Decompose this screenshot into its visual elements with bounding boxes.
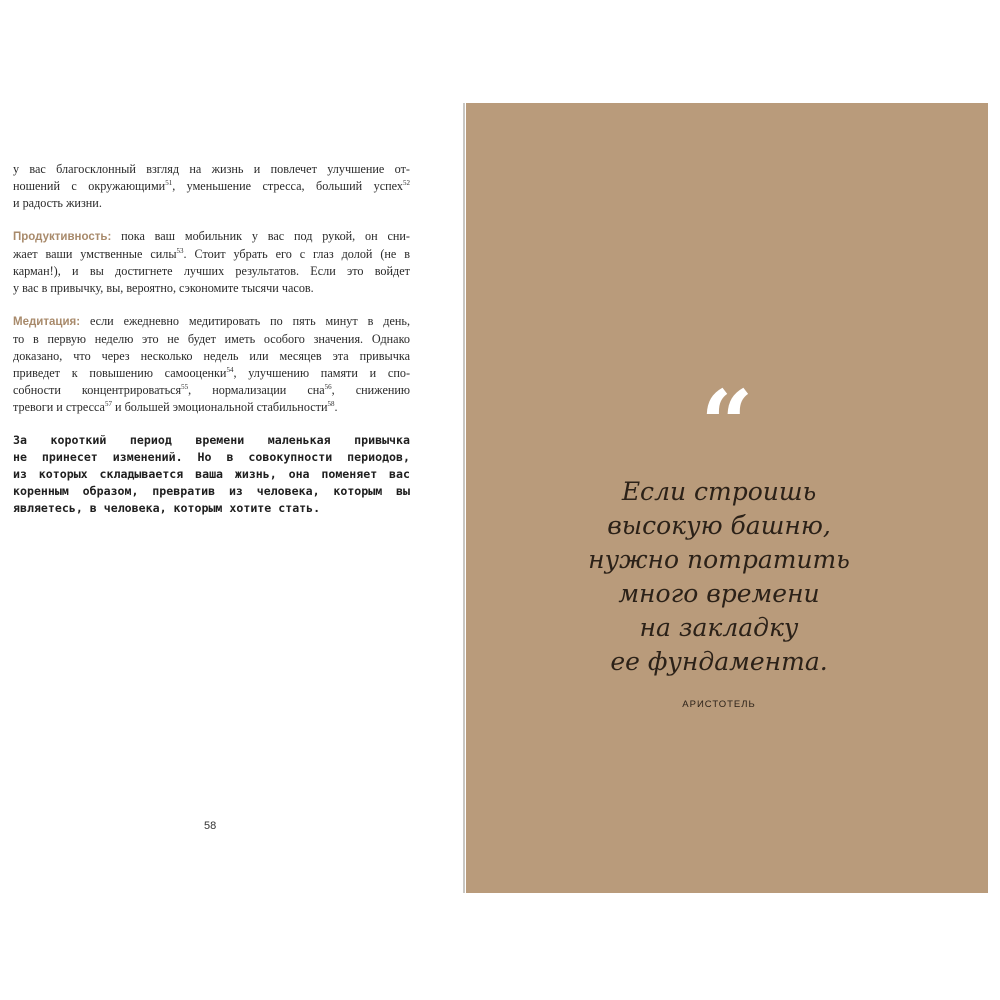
text-fragment: тревоги и стресса	[13, 400, 105, 414]
quote-line: нужно потратить	[588, 545, 850, 574]
quote-line: много времени	[618, 579, 820, 608]
text-fragment: жает ваши умственные силы	[13, 247, 177, 261]
footnote-marker: 58	[327, 400, 335, 408]
paragraph-conclusion	[13, 432, 410, 517]
text-fragment: , уменьшение стресса, больший успех	[172, 179, 403, 193]
text-line	[13, 382, 410, 399]
footnote-marker: 51	[165, 179, 173, 187]
quote-line: ее фундамента.	[610, 647, 828, 676]
text-fragment: если ежедневно медитировать по пять минут в день,	[80, 314, 410, 328]
text-fragment: , нормализации сна	[188, 383, 325, 397]
text-fragment: . Стоит убрать его с глаз долой (не в	[183, 247, 411, 261]
text-fragment: собности концентрироваться	[13, 383, 182, 397]
text-line: коренным образом, превратив из человека, которым вы	[13, 484, 410, 498]
text-line: доказано, что через несколько недель или месяцев эта привычка	[13, 349, 410, 363]
section-heading-productivity: Продуктивность:	[13, 231, 112, 243]
footnote-marker: 53	[176, 247, 184, 255]
quote-line: на закладку	[639, 613, 799, 642]
text-line	[13, 178, 410, 195]
text-line	[13, 246, 410, 263]
footnote-marker: 55	[181, 383, 189, 391]
footnote-marker: 52	[403, 179, 410, 187]
quote-panel	[466, 103, 988, 893]
text-line: из которых складывается ваша жизнь, она поменяет вас	[13, 467, 410, 481]
text-line	[13, 313, 410, 331]
text-fragment: пока ваш мобильник у вас под рукой, он сни-	[111, 229, 410, 243]
text-line	[13, 365, 410, 382]
text-fragment: .	[334, 400, 338, 414]
paragraph-life-outlook	[13, 161, 410, 212]
quote-text	[466, 475, 972, 679]
text-fragment: , улучшению памяти и спо-	[233, 366, 411, 380]
text-fragment: ношений с окружающими	[13, 179, 166, 193]
text-fragment: приведет к повышению самооценки	[13, 366, 227, 380]
text-line: и радость жизни.	[13, 196, 102, 210]
footnote-marker: 54	[226, 366, 234, 374]
quote-line: высокую башню,	[607, 511, 831, 540]
quote-author: АРИСТОТЕЛЬ	[682, 699, 756, 710]
footnote-marker: 56	[324, 383, 332, 391]
text-fragment: и большей эмоциональной стабильности	[111, 400, 328, 414]
text-line	[13, 399, 410, 416]
text-line: За короткий период времени маленькая привычка	[13, 433, 410, 447]
text-line: у вас благосклонный взгляд на жизнь и повлечет улучшение от-	[13, 162, 410, 176]
paragraph-productivity	[13, 228, 410, 297]
text-line: не принесет изменений. Но в совокупности периодов,	[13, 450, 410, 464]
paragraph-meditation	[13, 313, 410, 416]
text-line	[13, 228, 410, 246]
page-number: 58	[204, 820, 217, 832]
text-fragment: , снижению	[331, 383, 410, 397]
quote-line: Если строишь	[621, 477, 817, 506]
page-edge-divider	[463, 103, 465, 893]
text-line: то в первую неделю это не будет иметь особого значения. Однако	[13, 332, 410, 346]
footnote-marker: 57	[104, 400, 112, 408]
text-line: являетесь, в человека, которым хотите стать.	[13, 501, 321, 515]
quote-mark-icon: “	[700, 378, 754, 448]
left-page	[13, 161, 410, 533]
text-line: карман!), и вы достигнете лучших результатов. Если это войдет	[13, 264, 410, 278]
text-line: у вас в привычку, вы, вероятно, сэкономите тысячи часов.	[13, 281, 314, 295]
section-heading-meditation: Медитация:	[13, 316, 81, 328]
